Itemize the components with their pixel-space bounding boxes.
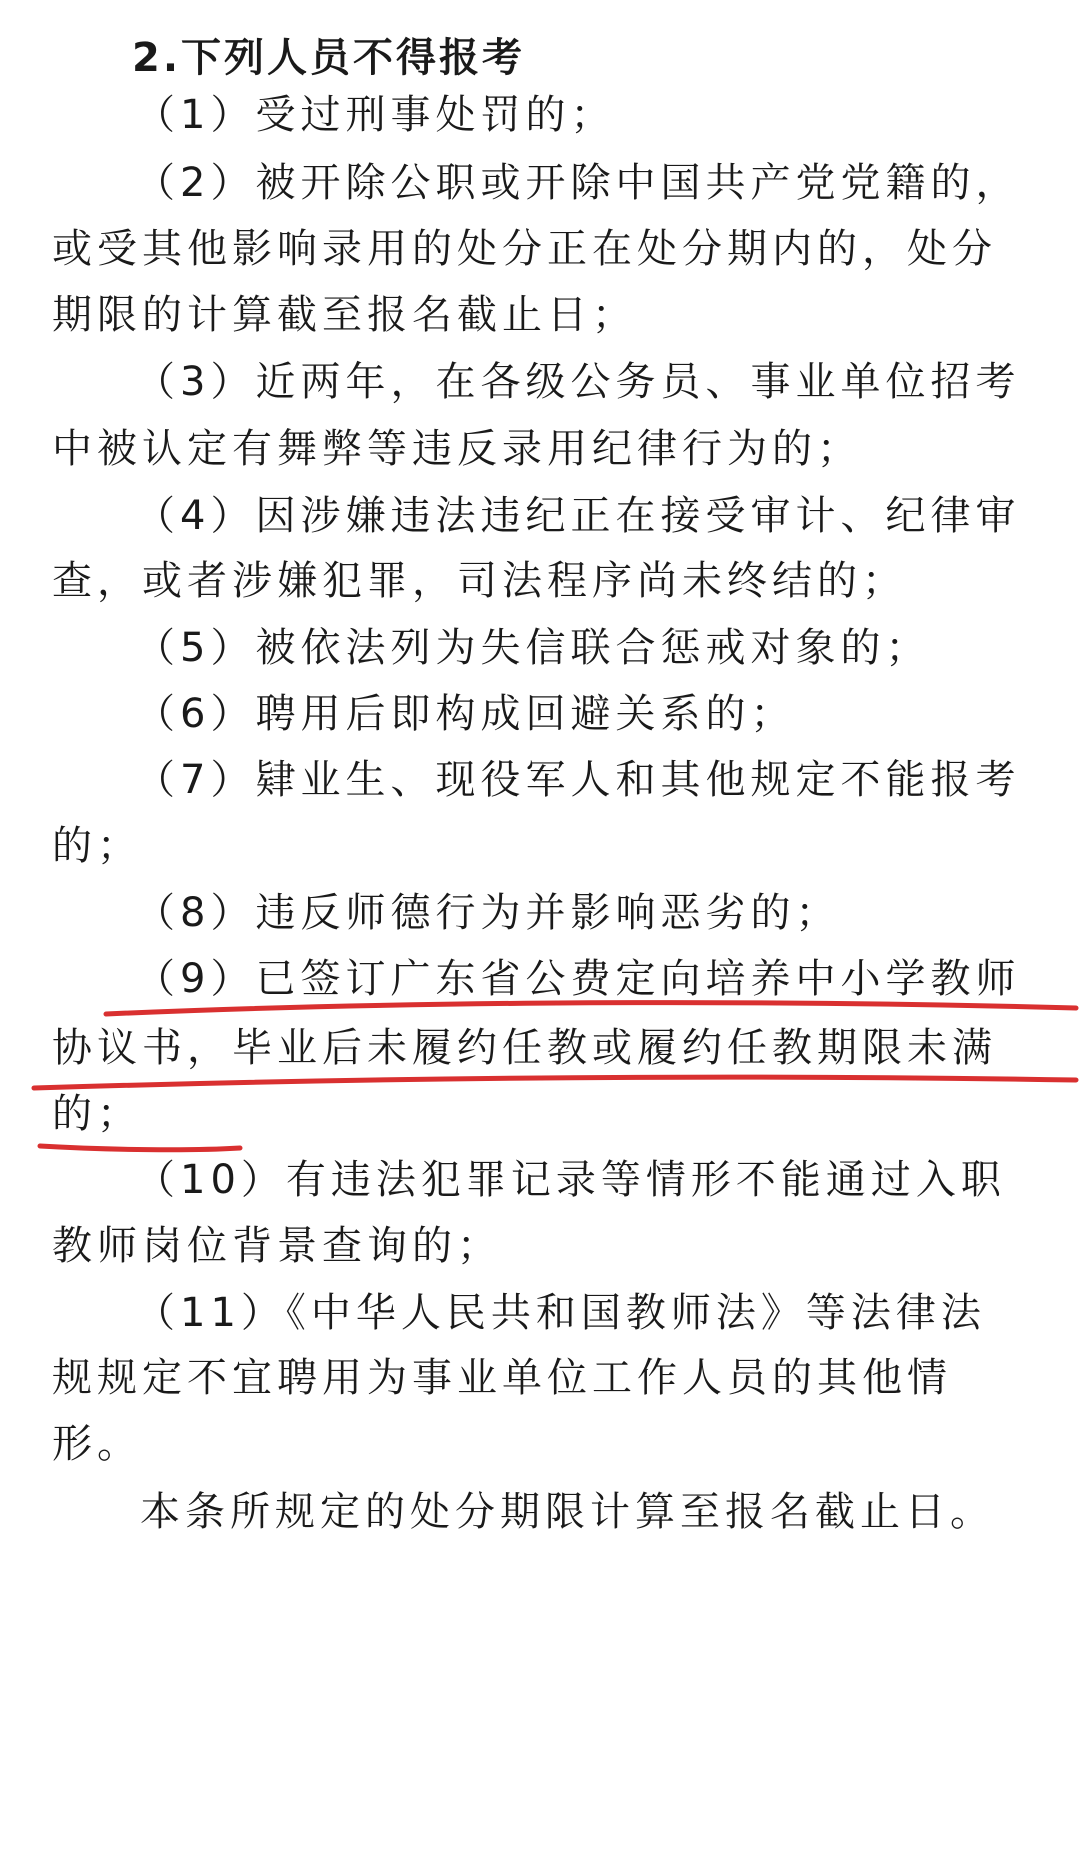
item-9-line-1: （9）已签订广东省公费定向培养中小学教师: [135, 956, 1021, 1002]
item-4-line-2: 查，或者涉嫌犯罪，司法程序尚未终结的；: [52, 558, 907, 604]
item-2-line-2: 或受其他影响录用的处分正在处分期内的，处分: [52, 226, 997, 272]
item-8: （8）违反师德行为并影响恶劣的；: [135, 890, 841, 936]
item-1: （1）受过刑事处罚的；: [135, 92, 616, 138]
item-4-line-1: （4）因涉嫌违法违纪正在接受审计、纪律审: [135, 493, 1021, 539]
item-10-line-1: （10）有违法犯罪记录等情形不能通过入职: [135, 1157, 1006, 1203]
item-3-line-2: 中被认定有舞弊等违反录用纪律行为的；: [52, 426, 862, 472]
item-10-line-2: 教师岗位背景查询的；: [52, 1223, 502, 1269]
section-heading: 2.下列人员不得报考: [132, 35, 526, 81]
item-11-line-1: （11）《中华人民共和国教师法》等法律法: [135, 1290, 986, 1336]
item-9-line-3: 的；: [52, 1091, 142, 1137]
item-11-line-3: 形。: [52, 1421, 142, 1467]
item-2-line-1: （2）被开除公职或开除中国共产党党籍的，: [135, 160, 1021, 206]
item-9-line-2: 协议书，毕业后未履约任教或履约任教期限未满: [52, 1025, 997, 1071]
item-2-line-3: 期限的计算截至报名截止日；: [52, 292, 637, 338]
item-6: （6）聘用后即构成回避关系的；: [135, 691, 796, 737]
closing-note: 本条所规定的处分期限计算至报名截止日。: [140, 1489, 995, 1535]
item-3-line-1: （3）近两年，在各级公务员、事业单位招考: [135, 359, 1021, 405]
item-7-line-1: （7）肄业生、现役军人和其他规定不能报考: [135, 757, 1021, 803]
item-7-line-2: 的；: [52, 823, 142, 869]
item-5: （5）被依法列为失信联合惩戒对象的；: [135, 625, 931, 671]
item-11-line-2: 规规定不宜聘用为事业单位工作人员的其他情: [52, 1355, 952, 1401]
